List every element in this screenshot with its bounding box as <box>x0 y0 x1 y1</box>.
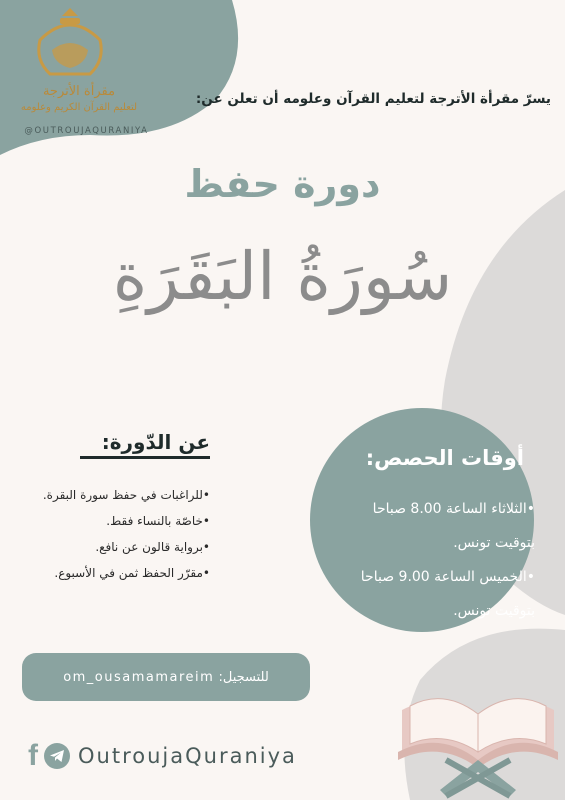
logo-name: مقرأة الأترجة <box>42 84 116 99</box>
times-list <box>290 492 535 628</box>
times-line: •الخميس الساعة 9.00 صباحا <box>360 569 535 585</box>
registration-button[interactable] <box>22 653 310 701</box>
about-item: •مقرّر الحفظ ثمن في الأسبوع. <box>54 566 210 580</box>
telegram-icon[interactable] <box>44 743 70 769</box>
facebook-icon[interactable]: f <box>28 739 38 772</box>
times-line: بتوقيت تونس. <box>453 535 535 551</box>
about-item: •برواية قالون عن نافع. <box>95 540 210 554</box>
logo-tagline: لتعليم القرآن الكريم وعلومه <box>20 102 138 113</box>
times-heading: أوقات الحصص: <box>365 446 524 470</box>
times-line: •الثلاثاء الساعة 8.00 صباحا <box>372 501 535 517</box>
logo <box>4 8 154 136</box>
surah-title: سُورَةُ البَقَرَةِ <box>112 238 453 315</box>
times-line: بتوقيت تونس. <box>453 603 535 619</box>
about-heading: عن الدّورة: <box>80 430 210 459</box>
social-handle[interactable]: OutroujaQuraniya <box>78 744 297 768</box>
about-item: •خاصّة بالنساء فقط. <box>106 514 210 528</box>
announcement-text: يسرّ مقرأة الأترجة لتعليم القرآن وعلومه أن تعلن عن: <box>195 91 551 107</box>
about-item: •للراغبات في حفظ سورة البقرة. <box>42 488 210 502</box>
about-list <box>20 482 210 586</box>
logo-handle: @OUTROUJAQURANIYA <box>24 126 149 136</box>
social-row <box>28 736 297 776</box>
course-title: دورة حفظ <box>184 162 381 206</box>
registration-label: للتسجيل: om_ousamamareim <box>63 669 269 685</box>
